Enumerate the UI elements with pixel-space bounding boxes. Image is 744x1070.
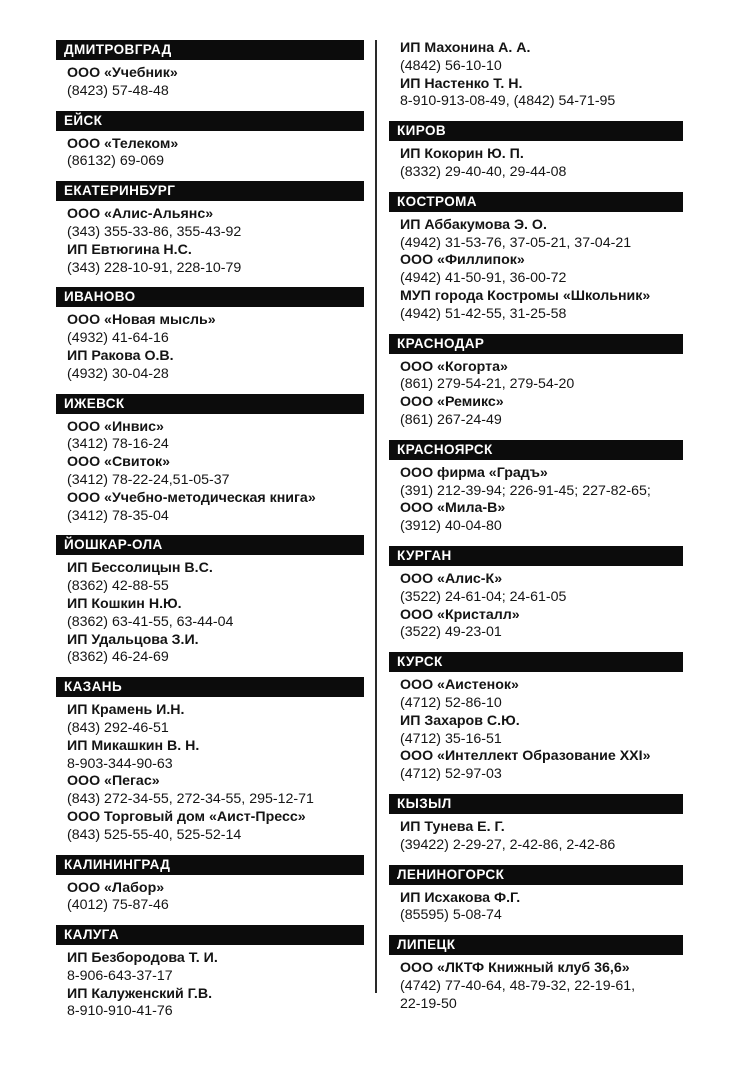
city-header: КОСТРОМА: [389, 192, 683, 212]
city-section: [389, 192, 683, 324]
entry-name: ООО Торговый дом «Аист-Пресс»: [67, 808, 306, 825]
entry-name: ИП Микашкин В. Н.: [67, 737, 200, 754]
entry-name: ООО «Интеллект Образование XXI»: [400, 748, 651, 765]
city-section: [56, 925, 364, 1021]
entry-name: ООО «Учебник»: [67, 65, 178, 81]
entry-name: ИП Крамень И.Н.: [67, 702, 185, 719]
city-header: КАЛИНИНГРАД: [56, 855, 364, 875]
city-header: КРАСНОЯРСК: [389, 440, 683, 460]
entry-phone: (4712) 35-16-51: [400, 730, 502, 747]
entry-phone: (86132) 69-069: [67, 153, 165, 170]
entry-name: ООО фирма «Градъ»: [400, 464, 548, 481]
entry-phone: (8362) 46-24-69: [67, 649, 169, 666]
entry-name: ООО «Алис-Альянс»: [67, 206, 214, 223]
entry-phone: (4012) 75-87-46: [67, 897, 169, 914]
entry-name: ИП Евтюгина Н.С.: [67, 241, 192, 258]
entry-phone: 22-19-50: [400, 995, 457, 1012]
entry-phone: 8-910-910-41-76: [67, 1003, 173, 1020]
city-header: КЫЗЫЛ: [389, 794, 683, 814]
city-header: ЛИПЕЦК: [389, 935, 683, 955]
city-section: [389, 935, 683, 1013]
entry-phone: (3912) 40-04-80: [400, 518, 502, 535]
entry-phone: (3412) 78-16-24: [67, 436, 169, 453]
city-section: [56, 287, 364, 383]
entry-name: ООО «Пегас»: [67, 773, 160, 790]
city-section: [389, 652, 683, 784]
entry-name: ИП Бессолицын В.С.: [67, 560, 213, 577]
entry-name: ИП Тунева Е. Г.: [400, 818, 505, 835]
entry-phone: (4942) 51-42-55, 31-25-58: [400, 305, 567, 322]
entry-phone: (3412) 78-22-24,51-05-37: [67, 471, 230, 488]
city-header: КИРОВ: [389, 121, 683, 141]
entry-name: ИП Кокорин Ю. П.: [400, 146, 524, 163]
entry-phone: (3522) 49-23-01: [400, 624, 502, 641]
city-header: ИВАНОВО: [56, 287, 364, 307]
entry-name: ООО «Ремикс»: [400, 394, 504, 411]
city-header: КУРСК: [389, 652, 683, 672]
city-header: ЕЙСК: [56, 111, 364, 131]
entry-phone: (8423) 57-48-48: [67, 82, 169, 99]
city-section: [389, 865, 683, 926]
city-section: [389, 794, 683, 855]
entry-name: ИП Безбородова Т. И.: [67, 950, 218, 967]
entry-name: ООО «ЛКТФ Книжный клуб 36,6»: [400, 960, 630, 977]
entry-name: ИП Калуженский Г.В.: [67, 985, 213, 1002]
entry-name: ООО «Филлипок»: [400, 252, 525, 269]
city-header: ЙОШКАР-ОЛА: [56, 535, 364, 555]
city-section: [56, 40, 364, 101]
entry-phone: (861) 267-24-49: [400, 411, 502, 428]
entry-name: МУП города Костромы «Школьник»: [400, 287, 651, 304]
entry-name: ООО «Когорта»: [400, 358, 508, 375]
city-header: КАЗАНЬ: [56, 677, 364, 697]
entry-name: ИП Ракова О.В.: [67, 347, 174, 364]
entry-phone: (343) 355-33-86, 355-43-92: [67, 223, 242, 240]
city-section: [56, 677, 364, 844]
entry-phone: (843) 272-34-55, 272-34-55, 295-12-71: [67, 791, 314, 808]
entry-name: ООО «Алис-К»: [400, 570, 503, 587]
entry-name: ООО «Новая мысль»: [67, 312, 216, 329]
entry-name: ИП Исхакова Ф.Г.: [400, 889, 521, 906]
entry-phone: (4932) 30-04-28: [67, 365, 169, 382]
city-header: ЛЕНИНОГОРСК: [389, 865, 683, 885]
city-section: [56, 111, 364, 172]
entry-phone: (8362) 42-88-55: [67, 578, 169, 595]
city-section: [389, 334, 683, 430]
entry-name: ООО «Кристалл»: [400, 606, 520, 623]
city-section: [56, 855, 364, 916]
entry-phone: (4942) 41-50-91, 36-00-72: [400, 270, 567, 287]
column-left: [56, 40, 364, 1021]
entry-phone: (8362) 63-41-55, 63-44-04: [67, 613, 234, 630]
entry-name: ИП Махонина А. А.: [400, 40, 531, 56]
entry-phone: (4712) 52-86-10: [400, 694, 502, 711]
entry-phone: (4712) 52-97-03: [400, 766, 502, 783]
city-header: КРАСНОДАР: [389, 334, 683, 354]
city-section: [389, 440, 683, 536]
entry-name: ООО «Учебно-методическая книга»: [67, 489, 316, 506]
city-header: КУРГАН: [389, 546, 683, 566]
entry-phone: (4842) 56-10-10: [400, 57, 502, 74]
entry-name: ООО «Телеком»: [67, 135, 179, 152]
city-header: ДМИТРОВГРАД: [56, 40, 364, 60]
entry-name: ООО «Мила-В»: [400, 500, 506, 517]
entry-phone: (843) 292-46-51: [67, 719, 169, 736]
entry-phone: (4942) 31-53-76, 37-05-21, 37-04-21: [400, 234, 632, 251]
city-section: [56, 535, 364, 667]
entry-phone: (4742) 77-40-64, 48-79-32, 22-19-61,: [400, 977, 636, 994]
entry-phone: (8332) 29-40-40, 29-44-08: [400, 163, 567, 180]
city-section: [56, 394, 364, 526]
column-divider: [375, 40, 377, 993]
entry-phone: (4932) 41-64-16: [67, 330, 169, 347]
city-section: [389, 121, 683, 182]
entry-name: ИП Удальцова З.И.: [67, 631, 199, 648]
entry-phone: (3522) 24-61-04; 24-61-05: [400, 588, 567, 605]
city-section: [389, 546, 683, 642]
entry-phone: (391) 212-39-94; 226-91-45; 227-82-65;: [400, 482, 651, 499]
entry-phone: 8-903-344-90-63: [67, 755, 173, 772]
entry-name: ИП Настенко Т. Н.: [400, 75, 523, 92]
entry-phone: 8-910-913-08-49, (4842) 54-71-95: [400, 93, 616, 110]
entry-name: ИП Захаров С.Ю.: [400, 712, 520, 729]
entry-phone: (3412) 78-35-04: [67, 507, 169, 524]
city-section: [56, 181, 364, 277]
entry-phone: (343) 228-10-91, 228-10-79: [67, 259, 242, 276]
entry-phone: (85595) 5-08-74: [400, 907, 502, 924]
entry-name: ООО «Аистенок»: [400, 677, 519, 694]
entry-name: ИП Кошкин Н.Ю.: [67, 595, 182, 612]
entry-name: ООО «Свиток»: [67, 454, 171, 471]
entry-phone: (843) 525-55-40, 525-52-14: [67, 826, 242, 843]
city-header: ЕКАТЕРИНБУРГ: [56, 181, 364, 201]
entry-name: ООО «Лабор»: [67, 879, 165, 896]
city-header: КАЛУГА: [56, 925, 364, 945]
entry-phone: 8-906-643-37-17: [67, 967, 173, 984]
entry-name: ООО «Инвис»: [67, 418, 164, 435]
entry-phone: (39422) 2-29-27, 2-42-86, 2-42-86: [400, 836, 616, 853]
entry-phone: (861) 279-54-21, 279-54-20: [400, 376, 575, 393]
city-header: ИЖЕВСК: [56, 394, 364, 414]
column-right: [389, 40, 683, 1013]
entry-name: ИП Аббакумова Э. О.: [400, 216, 547, 233]
